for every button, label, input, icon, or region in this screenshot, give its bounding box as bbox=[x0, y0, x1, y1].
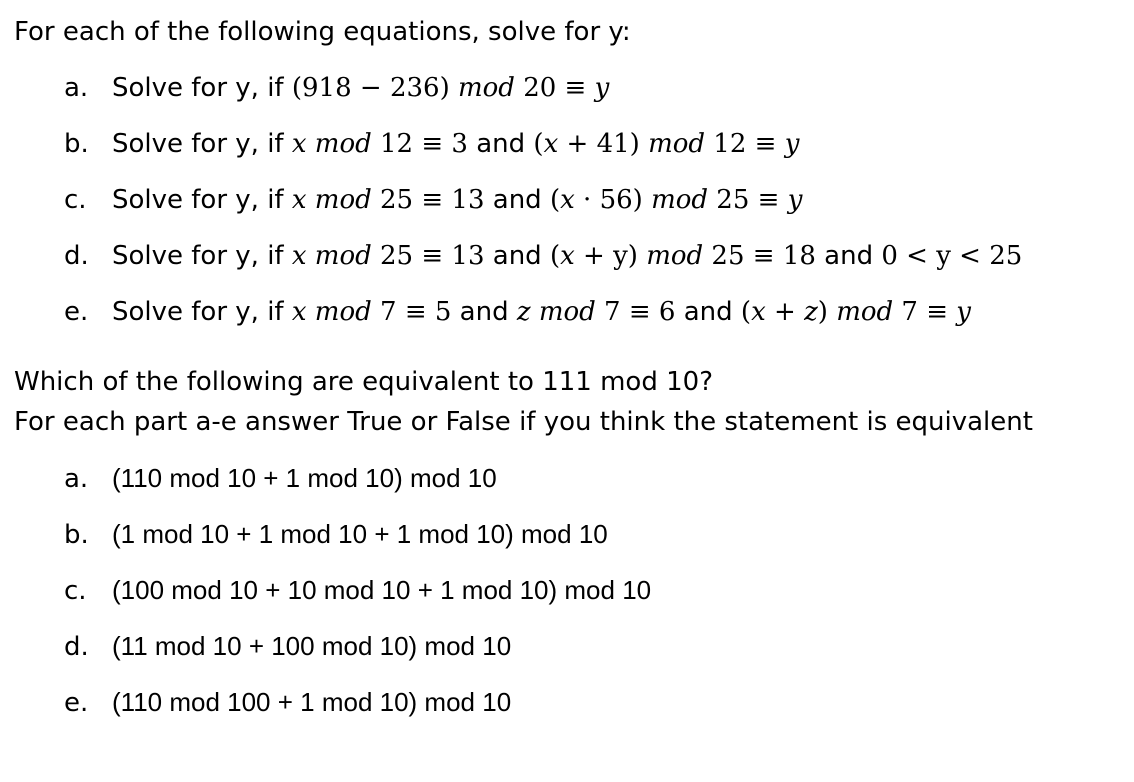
item-prefix: Solve for y, if bbox=[112, 297, 284, 327]
item-marker: b. bbox=[64, 520, 89, 550]
section2-question: Which of the following are equivalent to 111 mod 10? bbox=[14, 367, 713, 397]
section1-intro: For each of the following equations, solve for y: bbox=[14, 17, 631, 47]
equation-item-c: c. Solve for y, if x mod 25 ≡ 13 and (x · 56) mod 25 ≡ y bbox=[64, 185, 803, 215]
item-prefix: Solve for y, if bbox=[112, 241, 284, 271]
item-marker: e. bbox=[64, 688, 89, 718]
item-prefix: Solve for y, if bbox=[112, 185, 284, 215]
item-expression: (1 mod 10 + 1 mod 10 + 1 mod 10) mod 10 bbox=[112, 519, 608, 549]
item-marker: a. bbox=[64, 464, 89, 494]
item-expression: (100 mod 10 + 10 mod 10 + 1 mod 10) mod 10 bbox=[112, 575, 652, 605]
item-expression: (110 mod 100 + 1 mod 10) mod 10 bbox=[112, 687, 512, 717]
equation-math: x mod 12 ≡ 3 bbox=[291, 129, 468, 159]
equation-math: (918 − 236) mod 20 ≡ y bbox=[291, 73, 610, 103]
item-marker: d. bbox=[64, 632, 89, 662]
equation-math: x mod 25 ≡ 13 bbox=[291, 185, 485, 215]
equation-math: x mod 25 ≡ 13 bbox=[291, 241, 485, 271]
equivalence-item-a bbox=[64, 462, 497, 495]
item-marker: b. bbox=[64, 129, 89, 159]
equation-item-a bbox=[64, 72, 609, 104]
equation-item-b: b. Solve for y, if x mod 12 ≡ 3 and (x + 41) mod 12 ≡ y bbox=[64, 129, 800, 159]
item-expression: (11 mod 10 + 100 mod 10) mod 10 bbox=[112, 631, 512, 661]
item-marker: c. bbox=[64, 576, 87, 606]
item-prefix: Solve for y, if bbox=[112, 129, 284, 159]
equivalence-item-e bbox=[64, 686, 511, 719]
equation-item-d: d. Solve for y, if x mod 25 ≡ 13 and (x + y) mod 25 ≡ 18 and 0 < y < 25 bbox=[64, 241, 1023, 271]
equivalence-item-d bbox=[64, 630, 511, 663]
equivalence-item-b bbox=[64, 518, 608, 551]
item-marker: c. bbox=[64, 185, 87, 215]
item-expression: (110 mod 10 + 1 mod 10) mod 10 bbox=[112, 463, 497, 493]
equation-item-e: e. Solve for y, if x mod 7 ≡ 5 and z mod 7 ≡ 6 and (x + z) mod 7 ≡ y bbox=[64, 297, 971, 327]
item-marker: a. bbox=[64, 73, 89, 103]
equation-math: x mod 7 ≡ 5 bbox=[291, 297, 452, 327]
section2-instruction: For each part a-e answer True or False if you think the statement is equivalent bbox=[14, 407, 1033, 437]
item-prefix: Solve for y, if bbox=[112, 73, 284, 103]
item-marker: e. bbox=[64, 297, 89, 327]
item-marker: d. bbox=[64, 241, 89, 271]
equivalence-item-c bbox=[64, 574, 651, 607]
